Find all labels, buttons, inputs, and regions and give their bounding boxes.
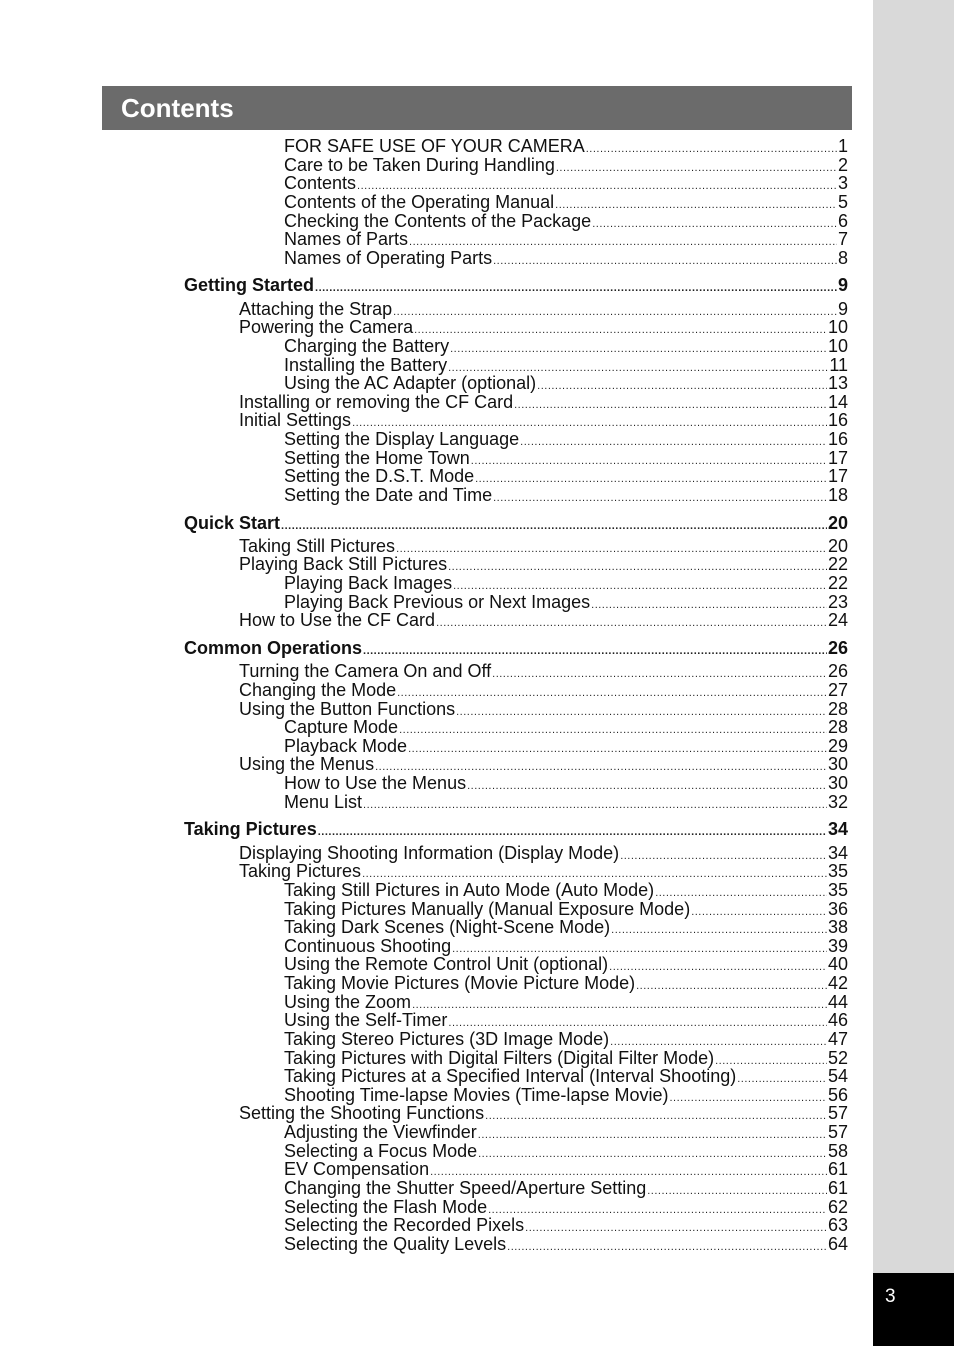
toc-entry-title: Taking Still Pictures xyxy=(239,536,396,556)
toc-entry xyxy=(284,1011,848,1030)
toc-entry xyxy=(239,662,848,681)
toc-entry-title: Playing Back Previous or Next Images xyxy=(284,592,591,612)
toc-entry-title: Continuous Shooting xyxy=(284,936,452,956)
toc-entry-page: 20 xyxy=(827,536,848,556)
dot-leader xyxy=(318,823,827,842)
toc-entry-page: 10 xyxy=(827,336,848,356)
toc-entry-title: How to Use the Menus xyxy=(284,773,467,793)
toc-entry xyxy=(284,156,848,175)
toc-entry xyxy=(284,1216,848,1235)
toc-entry-page: 34 xyxy=(827,843,848,863)
toc-entry-title: Getting Started xyxy=(184,275,315,295)
toc-entry-title: Charging the Battery xyxy=(284,336,450,356)
toc-entry xyxy=(239,862,848,881)
toc-entry xyxy=(284,193,848,212)
toc-entry xyxy=(284,249,848,268)
page-number: 3 xyxy=(885,1286,896,1307)
toc-section-heading xyxy=(184,639,848,658)
toc-entry-title: Playback Mode xyxy=(284,736,408,756)
toc-entry-title: Taking Movie Pictures (Movie Picture Mode) xyxy=(284,973,636,993)
page-title: Contents xyxy=(121,93,234,123)
toc-entry-page: 26 xyxy=(827,661,848,681)
toc-entry xyxy=(284,974,848,993)
toc-entry xyxy=(284,1067,848,1086)
toc-entry-page: 5 xyxy=(837,192,848,212)
toc-entry-title: Selecting the Recorded Pixels xyxy=(284,1215,525,1235)
toc-entry-page: 52 xyxy=(827,1048,848,1068)
dot-leader xyxy=(493,252,837,271)
toc-entry-page: 42 xyxy=(827,973,848,993)
dot-leader xyxy=(363,642,827,661)
toc-entry-title: EV Compensation xyxy=(284,1159,430,1179)
toc-entry-title: Changing the Shutter Speed/Aperture Setting xyxy=(284,1178,647,1198)
toc-entry-page: 29 xyxy=(827,736,848,756)
toc-entry-page: 27 xyxy=(827,680,848,700)
toc-entry-title: Taking Still Pictures in Auto Mode (Auto Mode) xyxy=(284,880,655,900)
toc-entry-title: Turning the Camera On and Off xyxy=(239,661,492,681)
toc-entry xyxy=(284,1235,848,1254)
toc-entry-title: Quick Start xyxy=(184,513,281,533)
dot-leader xyxy=(507,1238,827,1257)
toc-entry xyxy=(284,430,848,449)
toc-entry-page: 1 xyxy=(837,136,848,156)
toc-entry-page: 56 xyxy=(827,1085,848,1105)
toc-entry-page: 18 xyxy=(827,485,848,505)
toc-entry-page: 9 xyxy=(837,299,848,319)
toc-entry xyxy=(284,774,848,793)
toc-entry-page: 28 xyxy=(827,717,848,737)
toc-entry-title: Names of Operating Parts xyxy=(284,248,493,268)
toc-entry xyxy=(284,1030,848,1049)
toc-entry xyxy=(284,486,848,505)
toc-entry xyxy=(284,718,848,737)
toc-entry xyxy=(239,611,848,630)
toc-entry-page: 17 xyxy=(827,448,848,468)
toc-entry-title: Contents xyxy=(284,173,357,193)
toc-entry-page: 11 xyxy=(829,355,848,375)
toc-entry-page: 17 xyxy=(827,466,848,486)
dot-leader xyxy=(315,279,837,298)
toc-entry-title: Taking Stereo Pictures (3D Image Mode) xyxy=(284,1029,610,1049)
toc-entry-title: Playing Back Images xyxy=(284,573,453,593)
toc-entry xyxy=(284,955,848,974)
toc-entry-title: Shooting Time-lapse Movies (Time-lapse Movie) xyxy=(284,1085,669,1105)
toc-entry-title: Names of Parts xyxy=(284,229,409,249)
toc-entry-page: 39 xyxy=(827,936,848,956)
toc-entry-title: Capture Mode xyxy=(284,717,399,737)
toc-entry-page: 40 xyxy=(827,954,848,974)
toc-entry-page: 23 xyxy=(827,592,848,612)
toc-entry-title: Taking Pictures at a Specified Interval (Interval Shooting) xyxy=(284,1066,737,1086)
toc-entry-page: 64 xyxy=(827,1234,848,1254)
toc-entry-title: Using the Self-Timer xyxy=(284,1010,448,1030)
toc-entry-page: 16 xyxy=(827,410,848,430)
toc-entry-title: Care to be Taken During Handling xyxy=(284,155,555,175)
toc-entry-page: 6 xyxy=(837,211,848,231)
toc-entry-title: Taking Pictures xyxy=(184,819,317,839)
toc-entry-page: 3 xyxy=(837,173,848,193)
toc-entry-page: 63 xyxy=(827,1215,848,1235)
toc-entry-page: 32 xyxy=(827,792,848,812)
toc-entry-page: 2 xyxy=(837,155,848,175)
toc-entry-title: Taking Pictures with Digital Filters (Digital Filter Mode) xyxy=(284,1048,715,1068)
toc-entry-page: 62 xyxy=(827,1197,848,1217)
dot-leader xyxy=(363,796,827,815)
toc-entry-title: Using the Zoom xyxy=(284,992,412,1012)
toc-entry xyxy=(239,555,848,574)
toc-entry-title: Setting the D.S.T. Mode xyxy=(284,466,475,486)
toc-entry-page: 38 xyxy=(827,917,848,937)
toc-entry xyxy=(284,230,848,249)
toc-entry xyxy=(284,793,848,812)
toc-entry-title: Setting the Display Language xyxy=(284,429,520,449)
toc-entry-page: 58 xyxy=(827,1141,848,1161)
toc-entry xyxy=(239,1104,848,1123)
toc-entry-page: 30 xyxy=(827,754,848,774)
toc-entry-title: Taking Pictures Manually (Manual Exposure Mode) xyxy=(284,899,691,919)
dot-leader xyxy=(436,614,827,633)
toc-entry xyxy=(284,574,848,593)
toc-entry-page: 26 xyxy=(827,638,848,658)
toc-entry-title: Selecting a Focus Mode xyxy=(284,1141,478,1161)
toc-entry-title: Playing Back Still Pictures xyxy=(239,554,448,574)
toc-entry-page: 47 xyxy=(827,1029,848,1049)
toc-entry-title: Taking Pictures xyxy=(239,861,362,881)
toc-entry-page: 10 xyxy=(827,317,848,337)
toc-entry-page: 28 xyxy=(827,699,848,719)
toc-entry xyxy=(239,318,848,337)
toc-entry-title: Installing or removing the CF Card xyxy=(239,392,514,412)
toc-section-heading xyxy=(184,514,848,533)
toc-entry-title: Contents of the Operating Manual xyxy=(284,192,555,212)
toc-entry-title: Setting the Date and Time xyxy=(284,485,493,505)
toc-entry-page: 57 xyxy=(827,1122,848,1142)
toc-entry-page: 36 xyxy=(827,899,848,919)
toc-entry-page: 8 xyxy=(837,248,848,268)
toc-entry xyxy=(284,1179,848,1198)
toc-entry-page: 22 xyxy=(827,573,848,593)
toc-entry-title: Selecting the Quality Levels xyxy=(284,1234,507,1254)
toc-entry-title: FOR SAFE USE OF YOUR CAMERA xyxy=(284,136,585,156)
toc-entry-page: 14 xyxy=(827,392,848,412)
toc-entry xyxy=(284,337,848,356)
toc-entry xyxy=(239,681,848,700)
toc-entry-title: Taking Dark Scenes (Night-Scene Mode) xyxy=(284,917,611,937)
toc-entry-title: Setting the Home Town xyxy=(284,448,470,468)
dot-leader xyxy=(493,489,827,508)
toc-entry xyxy=(284,918,848,937)
toc-entry xyxy=(284,374,848,393)
toc-entry-page: 9 xyxy=(837,275,848,295)
toc-entry xyxy=(284,137,848,156)
toc-entry-title: Changing the Mode xyxy=(239,680,397,700)
toc-entry xyxy=(284,174,848,193)
toc-entry-title: Installing the Battery xyxy=(284,355,448,375)
toc-entry-title: Using the AC Adapter (optional) xyxy=(284,373,537,393)
toc-entry-page: 57 xyxy=(827,1103,848,1123)
toc-entry-page: 16 xyxy=(827,429,848,449)
toc-entry-title: Setting the Shooting Functions xyxy=(239,1103,485,1123)
toc-section-heading xyxy=(184,276,848,295)
toc-entry-page: 22 xyxy=(827,554,848,574)
toc-entry-title: Using the Remote Control Unit (optional) xyxy=(284,954,609,974)
toc-entry-page: 61 xyxy=(827,1159,848,1179)
toc-entry-title: Displaying Shooting Information (Display Mode) xyxy=(239,843,620,863)
toc-entry-page: 7 xyxy=(837,229,848,249)
toc-entry-page: 46 xyxy=(827,1010,848,1030)
toc-entry xyxy=(284,1160,848,1179)
toc-entry-page: 44 xyxy=(827,992,848,1012)
toc-entry-title: Checking the Contents of the Package xyxy=(284,211,592,231)
toc-entry-title: Menu List xyxy=(284,792,363,812)
toc-entry-title: Using the Menus xyxy=(239,754,375,774)
toc-entry xyxy=(284,1123,848,1142)
toc-entry-title: Using the Button Functions xyxy=(239,699,456,719)
toc-entry-title: Selecting the Flash Mode xyxy=(284,1197,488,1217)
toc-entry xyxy=(239,411,848,430)
toc-entry xyxy=(239,755,848,774)
toc-entry-title: How to Use the CF Card xyxy=(239,610,436,630)
toc-entry-page: 61 xyxy=(827,1178,848,1198)
toc-entry-page: 34 xyxy=(827,819,848,839)
toc-entry-page: 13 xyxy=(827,373,848,393)
toc-entry-title: Attaching the Strap xyxy=(239,299,393,319)
toc-entry-title: Common Operations xyxy=(184,638,363,658)
toc-entry-title: Powering the Camera xyxy=(239,317,414,337)
dot-leader xyxy=(281,517,827,536)
toc-entry-page: 54 xyxy=(827,1066,848,1086)
toc-entry-page: 24 xyxy=(827,610,848,630)
toc-section-heading xyxy=(184,820,848,839)
toc-entry-page: 30 xyxy=(827,773,848,793)
toc-entry-page: 35 xyxy=(827,880,848,900)
toc-entry-page: 35 xyxy=(827,861,848,881)
toc-entry-title: Adjusting the Viewfinder xyxy=(284,1122,477,1142)
toc-entry-page: 20 xyxy=(827,513,848,533)
toc-entry xyxy=(284,467,848,486)
toc-entry xyxy=(284,881,848,900)
toc-entry-title: Initial Settings xyxy=(239,410,352,430)
